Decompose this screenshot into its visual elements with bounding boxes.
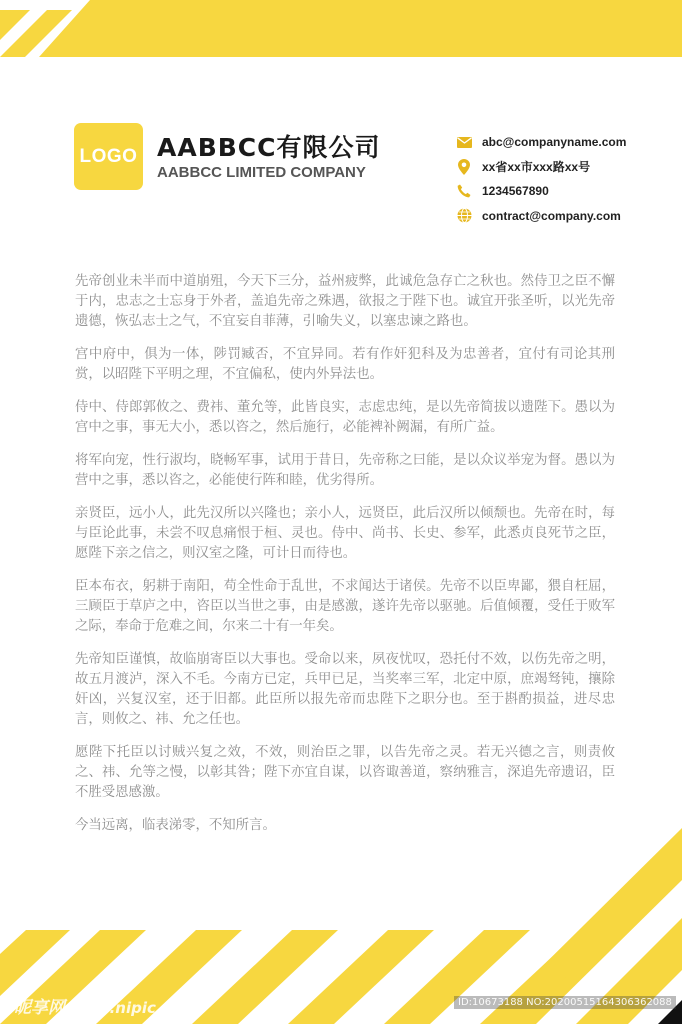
paragraph: 亲贤臣，远小人，此先汉所以兴隆也；亲小人，远贤臣，此后汉所以倾颓也。先帝在时，每与臣论此事，未尝不叹息痛恨于桓、灵也。侍中、尚书、长史、参军，此悉贞良死节之臣，愿陛下亲之信之，则汉室之隆，可计日而待也。 — [75, 506, 615, 561]
contact-phone-text[interactable]: 1234567890 — [482, 184, 549, 199]
mail-icon — [455, 133, 473, 151]
paragraph: 愿陛下托臣以讨贼兴复之效，不效，则治臣之罪，以告先帝之灵。若无兴德之言，则责攸之、祎、允等之慢，以彰其咎；陛下亦宜自谋，以咨诹善道，察纳雅言，深追先帝遗诏，臣不胜受恩感激。 — [75, 745, 615, 800]
contact-email-text[interactable]: abc@companyname.com — [482, 135, 627, 150]
top-bar — [39, 0, 682, 57]
contact-address — [455, 155, 675, 180]
paragraph: 宫中府中，俱为一体，陟罚臧否，不宜异同。若有作奸犯科及为忠善者，宜付有司论其刑赏，以昭陛下平明之理，不宜偏私，使内外异法也。 — [75, 347, 615, 382]
paragraph: 将军向宠，性行淑均，晓畅军事，试用于昔日，先帝称之曰能，是以众议举宠为督。愚以为营中之事，悉以咨之，必能使行阵和睦，优劣得所。 — [75, 453, 615, 488]
company-name-cn: AABBCC有限公司 — [157, 133, 381, 162]
contact-phone — [455, 179, 675, 204]
logo — [74, 123, 143, 190]
globe-icon — [455, 207, 473, 225]
contact-web — [455, 204, 675, 229]
watermark-brand: 昵享网 — [14, 998, 65, 1018]
company-name-en: AABBCC LIMITED COMPANY — [157, 164, 366, 181]
contact-web-text[interactable]: contract@company.com — [482, 208, 621, 223]
paragraph: 今当远离，临表涕零，不知所言。 — [75, 818, 276, 833]
image-id-label: ID:10673188 NO:20200515164306362088 — [454, 996, 676, 1009]
paragraph: 先帝创业未半而中道崩殂，今天下三分，益州疲弊，此诚危急存亡之秋也。然侍卫之臣不懈于内，忠志之士忘身于外者，盖追先帝之殊遇，欲报之于陛下也。诚宜开张圣听，以光先帝遗德，恢弘志士之气，不宜妄自菲薄，引喻失义，以塞忠谏之路也。 — [75, 274, 615, 329]
paragraph: 侍中、侍郎郭攸之、费祎、董允等，此皆良实，志虑忠纯，是以先帝简拔以遗陛下。愚以为宫中之事，事无大小，悉以咨之，然后施行，必能裨补阙漏，有所广益。 — [75, 400, 615, 435]
location-pin-icon — [455, 158, 473, 176]
contact-email — [455, 130, 675, 155]
contact-address-text: xx省xx市xxx路xx号 — [482, 160, 591, 175]
letter-body — [75, 272, 615, 849]
watermark-site: www.nipic.com — [69, 999, 197, 1017]
paragraph: 臣本布衣，躬耕于南阳，苟全性命于乱世，不求闻达于诸侯。先帝不以臣卑鄙，猥自枉屈，三顾臣于草庐之中，咨臣以当世之事，由是感激，遂许先帝以驱驰。后值倾覆，受任于败军之际，奉命于危难之间，尔来二十有一年矣。 — [75, 579, 615, 634]
logo-label: LOGO — [79, 145, 138, 167]
phone-icon — [455, 182, 473, 200]
watermark — [14, 993, 196, 1018]
contact-block — [455, 130, 675, 228]
paragraph: 先帝知臣谨慎，故临崩寄臣以大事也。受命以来，夙夜忧叹，恐托付不效，以伤先帝之明，故五月渡泸，深入不毛。今南方已定，兵甲已足，当奖率三军，北定中原，庶竭驽钝，攘除奸凶，兴复汉室，还于旧都。此臣所以报先帝而忠陛下之职分也。至于斟酌损益，进尽忠言，则攸之、祎、允之任也。 — [75, 652, 615, 727]
